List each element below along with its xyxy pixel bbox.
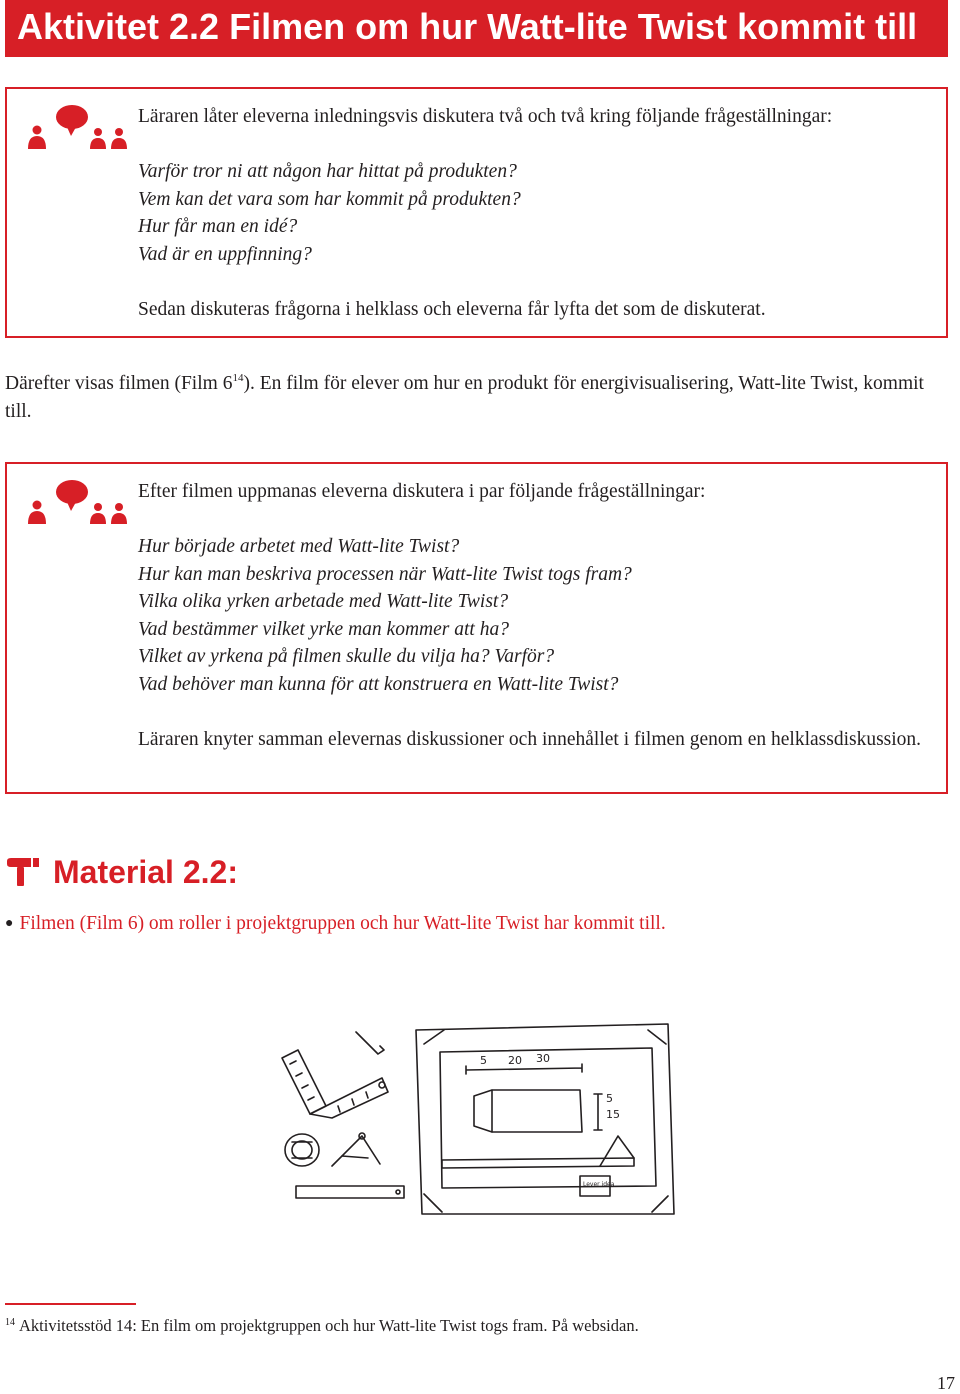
box2-question: Hur kan man beskriva processen när Watt-lite Twist togs fram?: [138, 563, 632, 585]
footnote-ref: 14: [232, 372, 244, 384]
discussion-group-icon: [25, 478, 135, 528]
box2-intro: Efter filmen uppmanas eleverna diskutera i par följande frågeställningar:: [138, 481, 706, 502]
discussion-group-icon: [25, 103, 135, 153]
box2-content: [138, 478, 936, 753]
title-bar: [5, 0, 948, 57]
sketch-dimension-label: 20: [508, 1054, 522, 1067]
page-title: Aktivitet 2.2 Filmen om hur Watt-lite Twist kommit till: [17, 6, 918, 47]
material-heading: Material 2.2:: [53, 854, 238, 890]
box2-question: Vilka olika yrken arbetade med Watt-lite Twist?: [138, 591, 509, 612]
paragraph-before: Därefter visas filmen (Film 6: [5, 373, 233, 394]
box2-outro: Läraren knyter samman elevernas diskussioner och innehållet i filmen genom en helklassdiskussion.: [138, 728, 922, 750]
folding-ruler-sketch: [282, 1050, 388, 1118]
box1-content: [138, 103, 936, 323]
box2-question: Vad bestämmer vilket yrke man kommer att ha?: [138, 618, 509, 640]
box1-intro: Läraren låter eleverna inledningsvis diskutera två och två kring följande frågeställningar:: [138, 106, 833, 127]
discussion-box-1: [5, 87, 948, 338]
paragraph-after: ). En film för elever om hur en produkt för energivisualisering, Watt-lite Twist, kommit till.: [5, 373, 924, 422]
footnote-text: Aktivitetsstöd 14: En film om projektgruppen och hur Watt-lite Twist togs fram. På websidan.: [19, 1316, 639, 1335]
sketch-dimension-label: 30: [536, 1052, 550, 1065]
film-paragraph: [5, 370, 950, 425]
hammer-icon: [5, 858, 41, 886]
material-list: [5, 910, 666, 938]
design-sketch-illustration: [270, 1018, 690, 1218]
sketch-dimension-label: 15: [606, 1108, 620, 1121]
sketch-dimension-label: 5: [606, 1092, 613, 1105]
page-number: 17: [937, 1373, 955, 1393]
footnote: [5, 1314, 639, 1338]
box2-question: Vilket av yrkena på filmen skulle du vilja ha? Varför?: [138, 646, 555, 667]
sketch-dimension-label: 5: [480, 1054, 487, 1067]
footnote-marker: 14: [5, 1317, 15, 1328]
sketch-note: Lever idea: [583, 1181, 615, 1188]
ruler-sketch: [296, 1186, 404, 1198]
box1-question: Vem kan det vara som har kommit på produkten?: [138, 188, 521, 210]
box1-question: Hur får man en idé?: [138, 216, 298, 237]
box2-question: Vad behöver man kunna för att konstruera en Watt-lite Twist?: [138, 673, 619, 695]
discussion-box-2: [5, 462, 948, 794]
knife-sketch: [356, 1032, 384, 1054]
compass-sketch: [332, 1133, 380, 1166]
box2-question: Hur började arbetet med Watt-lite Twist?: [138, 536, 460, 557]
box1-outro: Sedan diskuteras frågorna i helklass och eleverna får lyfta det som de diskuterat.: [138, 298, 766, 320]
footnote-divider: [5, 1303, 136, 1305]
material-item-text: Filmen (Film 6) om roller i projektgruppen och hur Watt-lite Twist har kommit till.: [19, 913, 666, 934]
box1-question: Vad är en uppfinning?: [138, 243, 312, 265]
tape-sketch: [285, 1134, 319, 1166]
box1-question: Varför tror ni att någon har hittat på produkten?: [138, 161, 517, 182]
material-item: ● Filmen (Film 6) om roller i projektgruppen och hur Watt-lite Twist har kommit till.: [5, 913, 666, 934]
